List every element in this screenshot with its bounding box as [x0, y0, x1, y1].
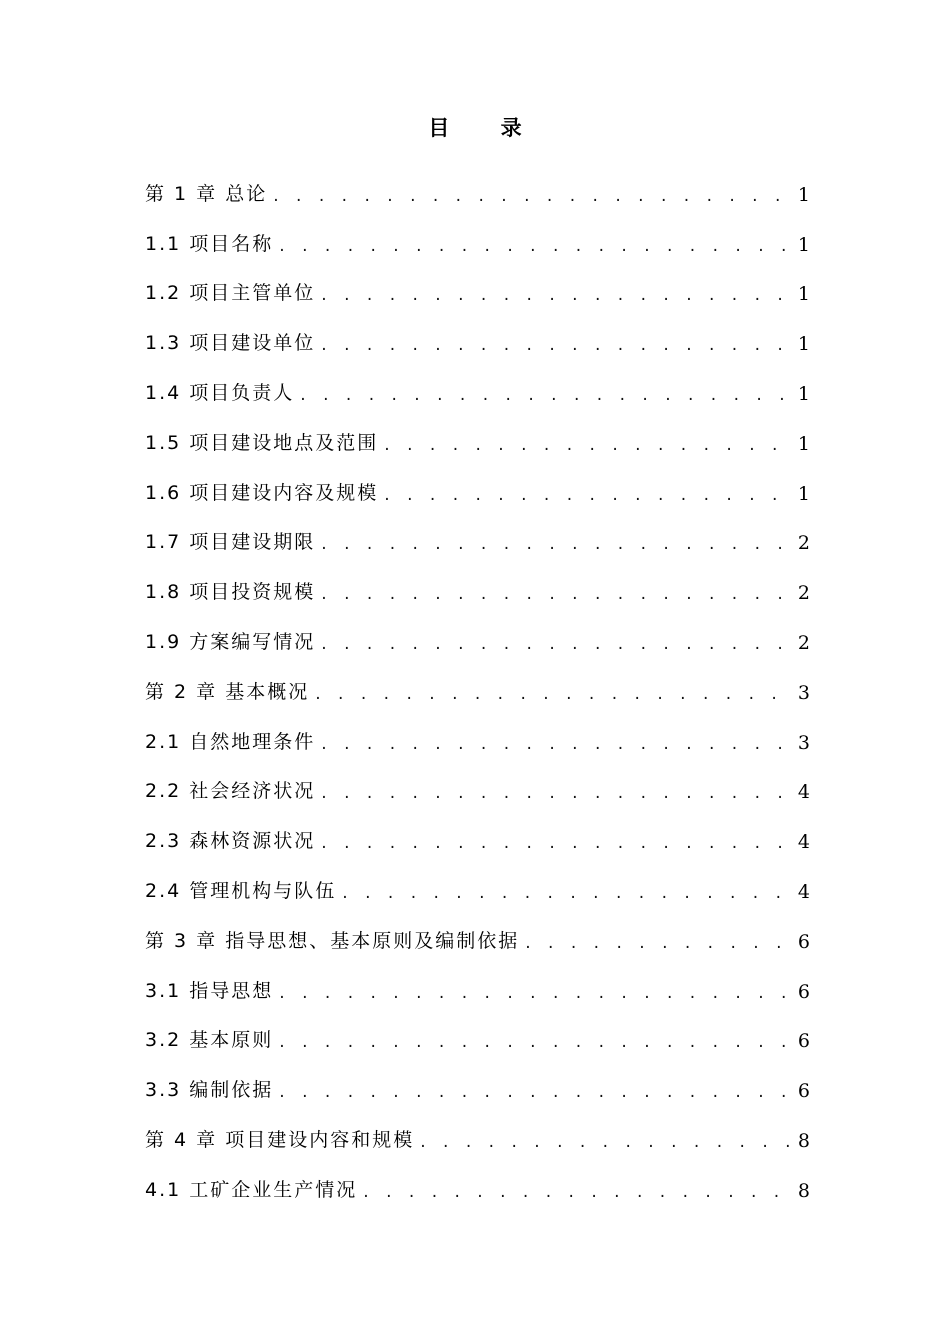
toc-entry-label: 2.4 管理机构与队伍: [145, 879, 337, 902]
toc-entry[interactable]: [145, 216, 810, 266]
toc-entry[interactable]: [145, 764, 810, 814]
toc-entry-page: 1: [797, 233, 810, 256]
toc-leader-dots: [321, 285, 790, 315]
toc-leader-dots: [384, 485, 790, 515]
toc-entry-page: 8: [797, 1179, 810, 1202]
toc-entry[interactable]: [145, 266, 810, 316]
toc-entry[interactable]: [145, 1013, 810, 1063]
toc-entry-page: 2: [797, 582, 810, 605]
toc-entry-label: 第 3 章 指导思想、基本原则及编制依据: [145, 929, 520, 952]
toc-entry-page: 6: [797, 980, 810, 1003]
toc-entry[interactable]: [145, 415, 810, 465]
toc-entry-label: 第 2 章 基本概况: [145, 680, 310, 703]
toc-entry-label: 1.2 项目主管单位: [145, 282, 316, 305]
toc-entry-label: 1.8 项目投资规模: [145, 581, 316, 604]
toc-entry-label: 1.3 项目建设单位: [145, 332, 316, 355]
toc-entry[interactable]: [145, 664, 810, 714]
toc-leader-dots: [342, 883, 790, 913]
toc-leader-dots: [279, 983, 790, 1013]
toc-leader-dots: [321, 833, 790, 863]
toc-entry-label: 第 4 章 项目建设内容和规模: [145, 1128, 415, 1151]
toc-entry-label: 3.3 编制依据: [145, 1079, 274, 1102]
toc-leader-dots: [384, 435, 790, 465]
toc-entry-label: 3.2 基本原则: [145, 1029, 274, 1052]
toc-entry-label: 3.1 指导思想: [145, 979, 274, 1002]
toc-entry[interactable]: [145, 166, 810, 216]
toc-entry[interactable]: [145, 564, 810, 614]
toc-entry-page: 6: [797, 1030, 810, 1053]
toc-entry[interactable]: [145, 1162, 810, 1212]
toc-leader-dots: [321, 534, 790, 564]
toc-entry-page: 1: [797, 432, 810, 455]
toc-entry-page: 1: [797, 482, 810, 505]
toc-leader-dots: [321, 335, 790, 365]
toc-entry[interactable]: [145, 1112, 810, 1162]
toc-leader-dots: [315, 684, 790, 714]
toc-entry[interactable]: [145, 1062, 810, 1112]
toc-entry[interactable]: [145, 515, 810, 565]
toc-entry[interactable]: [145, 813, 810, 863]
toc-entry[interactable]: [145, 963, 810, 1013]
toc-entry-page: 4: [797, 831, 810, 854]
toc-entry[interactable]: [145, 714, 810, 764]
toc-leader-dots: [300, 385, 790, 415]
toc-leader-dots: [279, 1082, 790, 1112]
toc-entry[interactable]: [145, 365, 810, 415]
toc-entry-label: 第 1 章 总论: [145, 182, 268, 205]
toc-entry-page: 2: [797, 631, 810, 654]
toc-entry[interactable]: [145, 315, 810, 365]
toc-entry[interactable]: [145, 465, 810, 515]
toc-entry-page: 2: [797, 532, 810, 555]
toc-entry-page: 1: [797, 283, 810, 306]
toc-entry-page: 4: [797, 781, 810, 804]
toc-leader-dots: [525, 933, 790, 963]
toc-entry-page: 1: [797, 333, 810, 356]
toc-leader-dots: [321, 634, 790, 664]
toc-entry[interactable]: [145, 614, 810, 664]
toc-list: [145, 166, 810, 1212]
toc-entry-label: 2.1 自然地理条件: [145, 730, 316, 753]
toc-leader-dots: [279, 1032, 790, 1062]
toc-entry-page: 3: [797, 681, 810, 704]
toc-entry[interactable]: [145, 863, 810, 913]
toc-entry-label: 4.1 工矿企业生产情况: [145, 1178, 358, 1201]
toc-entry-page: 4: [797, 880, 810, 903]
toc-entry-label: 1.5 项目建设地点及范围: [145, 431, 379, 454]
toc-entry-label: 1.4 项目负责人: [145, 381, 295, 404]
toc-entry-label: 1.1 项目名称: [145, 232, 274, 255]
toc-entry-label: 2.2 社会经济状况: [145, 780, 316, 803]
toc-title: 目 录: [428, 116, 544, 140]
toc-leader-dots: [420, 1132, 790, 1162]
toc-leader-dots: [273, 186, 790, 216]
toc-entry[interactable]: [145, 913, 810, 963]
toc-entry-label: 1.6 项目建设内容及规模: [145, 481, 379, 504]
toc-entry-page: 3: [797, 731, 810, 754]
toc-entry-page: 1: [797, 382, 810, 405]
toc-leader-dots: [321, 734, 790, 764]
toc-entry-page: 8: [797, 1129, 810, 1152]
toc-leader-dots: [321, 783, 790, 813]
toc-leader-dots: [363, 1182, 790, 1212]
toc-entry-page: 6: [797, 930, 810, 953]
toc-entry-page: 1: [797, 183, 810, 206]
toc-entry-label: 1.9 方案编写情况: [145, 630, 316, 653]
toc-leader-dots: [279, 236, 790, 266]
toc-entry-page: 6: [797, 1080, 810, 1103]
toc-leader-dots: [321, 584, 790, 614]
toc-entry-label: 2.3 森林资源状况: [145, 830, 316, 853]
toc-entry-label: 1.7 项目建设期限: [145, 531, 316, 554]
